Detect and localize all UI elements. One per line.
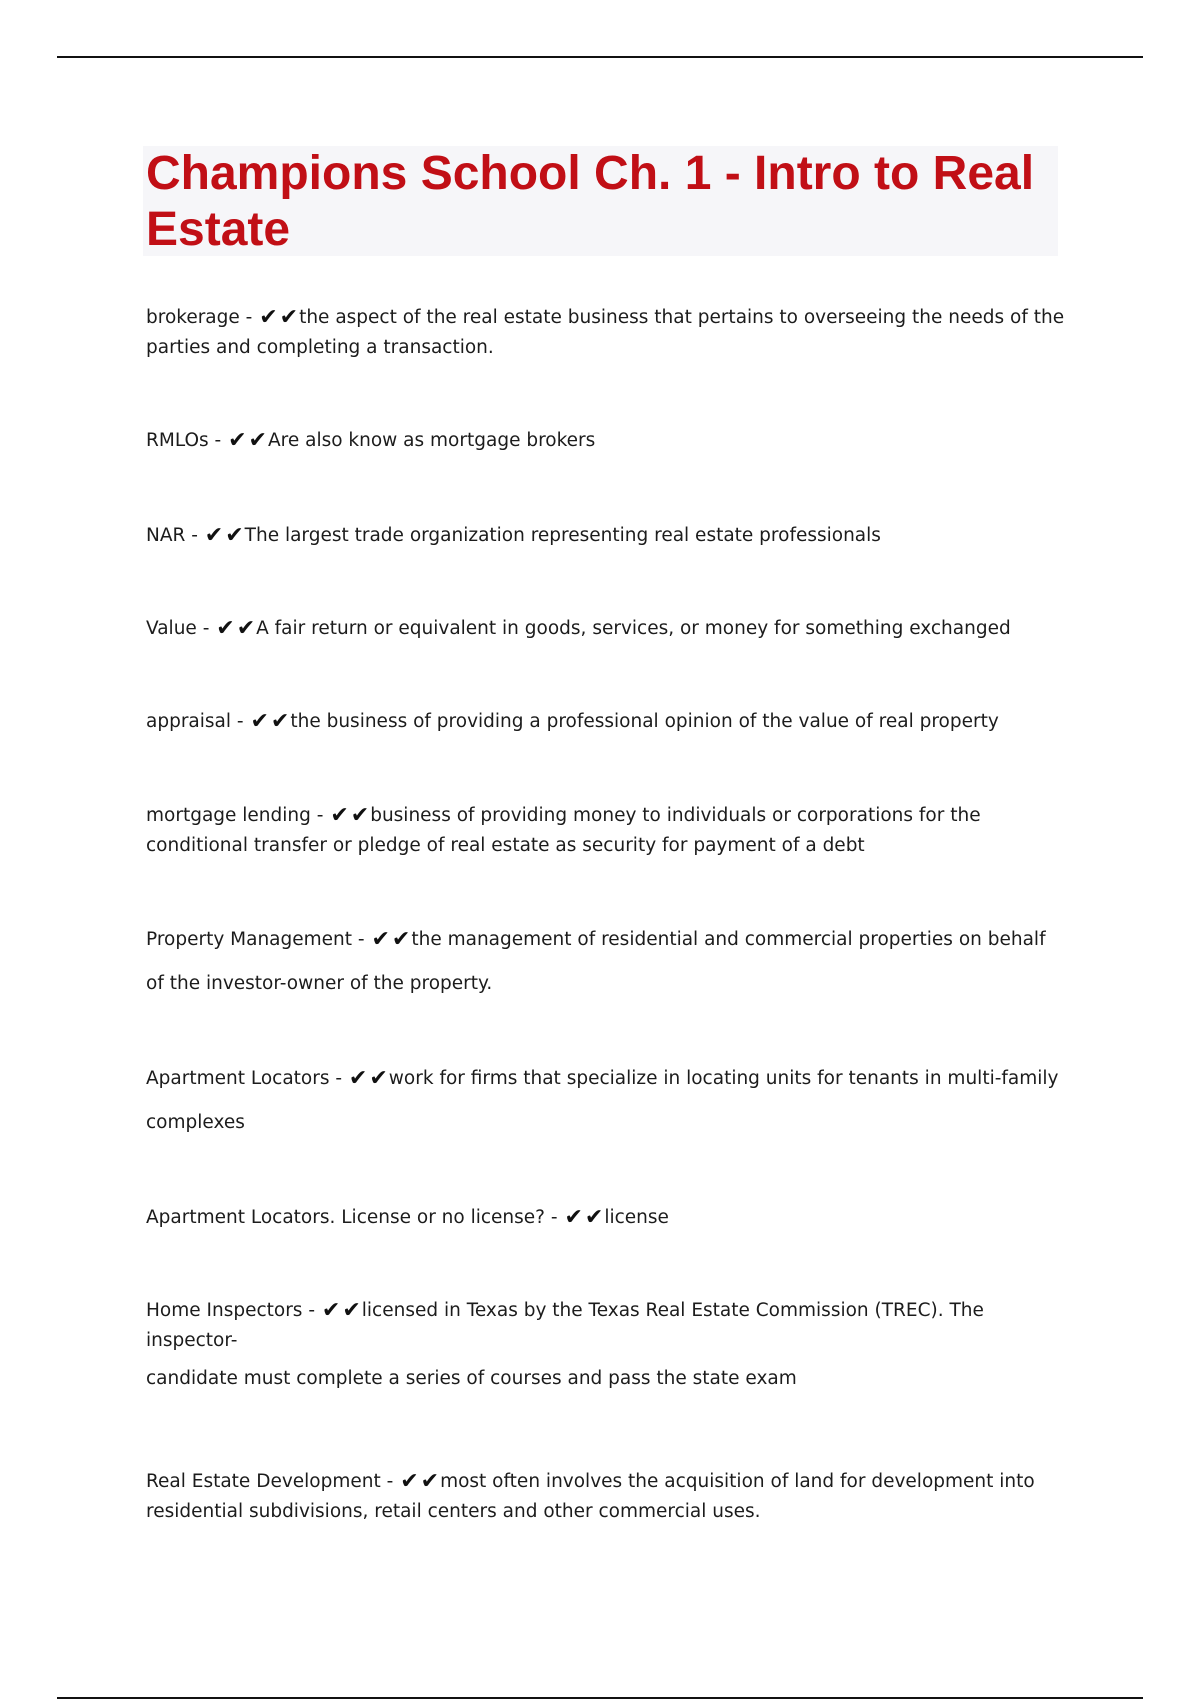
check-icon: ✔	[348, 1066, 368, 1091]
list-item	[146, 1203, 1066, 1233]
definition-continuation: candidate must complete a series of courses and pass the state exam	[146, 1368, 797, 1389]
list-item	[146, 614, 1066, 644]
definition: licensed in Texas by the Texas Real Estate Commission (TREC). The inspector-	[146, 1300, 984, 1351]
list-item	[146, 801, 1066, 861]
list-item	[146, 303, 1066, 363]
check-icon: ✔	[584, 1205, 604, 1230]
check-icon: ✔	[204, 523, 224, 548]
separator: -	[352, 929, 371, 950]
term: NAR	[146, 525, 186, 546]
definition: license	[604, 1207, 669, 1228]
separator: -	[208, 430, 228, 451]
definition: The largest trade organization representing real estate professionals	[244, 525, 881, 546]
check-icon: ✔	[228, 428, 247, 453]
definition: the business of providing a professional opinion of the value of real property	[290, 711, 999, 732]
separator: -	[310, 805, 330, 826]
separator: -	[380, 1471, 400, 1492]
definition: the management of residential and commercial properties on behalf of the investor-owner of the property.	[146, 929, 1046, 994]
term: RMLOs	[146, 430, 209, 451]
list-item	[146, 918, 1066, 1006]
term: Apartment Locators	[146, 1068, 330, 1089]
separator: -	[185, 525, 204, 546]
list-item	[146, 1057, 1066, 1145]
check-icon: ✔	[564, 1205, 583, 1230]
check-icon: ✔	[270, 709, 290, 734]
list-item	[146, 1296, 1066, 1394]
definition: work for firms that specialize in locating units for tenants in multi-family complexes	[146, 1068, 1059, 1133]
term: appraisal	[146, 711, 232, 732]
term: Real Estate Development	[146, 1471, 381, 1492]
check-icon: ✔	[279, 305, 299, 330]
term: Property Management	[146, 929, 353, 950]
check-icon: ✔	[321, 1298, 341, 1323]
top-rule	[57, 56, 1143, 58]
title-block	[143, 146, 1058, 256]
term: mortgage lending	[146, 805, 311, 826]
check-icon: ✔	[391, 927, 411, 952]
term: Home Inspectors	[146, 1300, 303, 1321]
check-icon: ✔	[236, 616, 256, 641]
term: brokerage	[146, 307, 240, 328]
check-icon: ✔	[216, 616, 235, 641]
definition: business of providing money to individuals or corporations for the conditional transfer or pledge of real estate as security for payment of a debt	[146, 805, 981, 856]
definition: the aspect of the real estate business that pertains to overseeing the needs of the parties and completing a transaction.	[146, 307, 1065, 358]
check-icon: ✔	[369, 1066, 388, 1091]
check-icon: ✔	[330, 803, 349, 828]
term: Apartment Locators. License or no license?	[146, 1207, 545, 1228]
check-icon: ✔	[420, 1469, 440, 1494]
page-title: Champions School Ch. 1 - Intro to Real Estate	[146, 147, 1035, 256]
separator: -	[239, 307, 259, 328]
separator: -	[231, 711, 250, 732]
separator: -	[196, 618, 216, 639]
list-item	[146, 426, 1066, 456]
term: Value	[146, 618, 197, 639]
check-icon: ✔	[371, 927, 390, 952]
list-item	[146, 521, 1066, 551]
check-icon: ✔	[350, 803, 370, 828]
check-icon: ✔	[248, 428, 267, 453]
list-item	[146, 707, 1066, 737]
definition: Are also know as mortgage brokers	[267, 430, 596, 451]
check-icon: ✔	[250, 709, 269, 734]
list-item	[146, 1467, 1066, 1527]
separator: -	[302, 1300, 321, 1321]
separator: -	[545, 1207, 564, 1228]
bottom-rule	[57, 1697, 1143, 1699]
definition: A fair return or equivalent in goods, services, or money for something exchanged	[256, 618, 1011, 639]
definition: most often involves the acquisition of land for development into residential subdivisions, retail centers and other commercial uses.	[146, 1471, 1035, 1522]
check-icon: ✔	[342, 1298, 361, 1323]
check-icon: ✔	[225, 523, 244, 548]
check-icon: ✔	[400, 1469, 419, 1494]
separator: -	[329, 1068, 348, 1089]
check-icon: ✔	[259, 305, 278, 330]
